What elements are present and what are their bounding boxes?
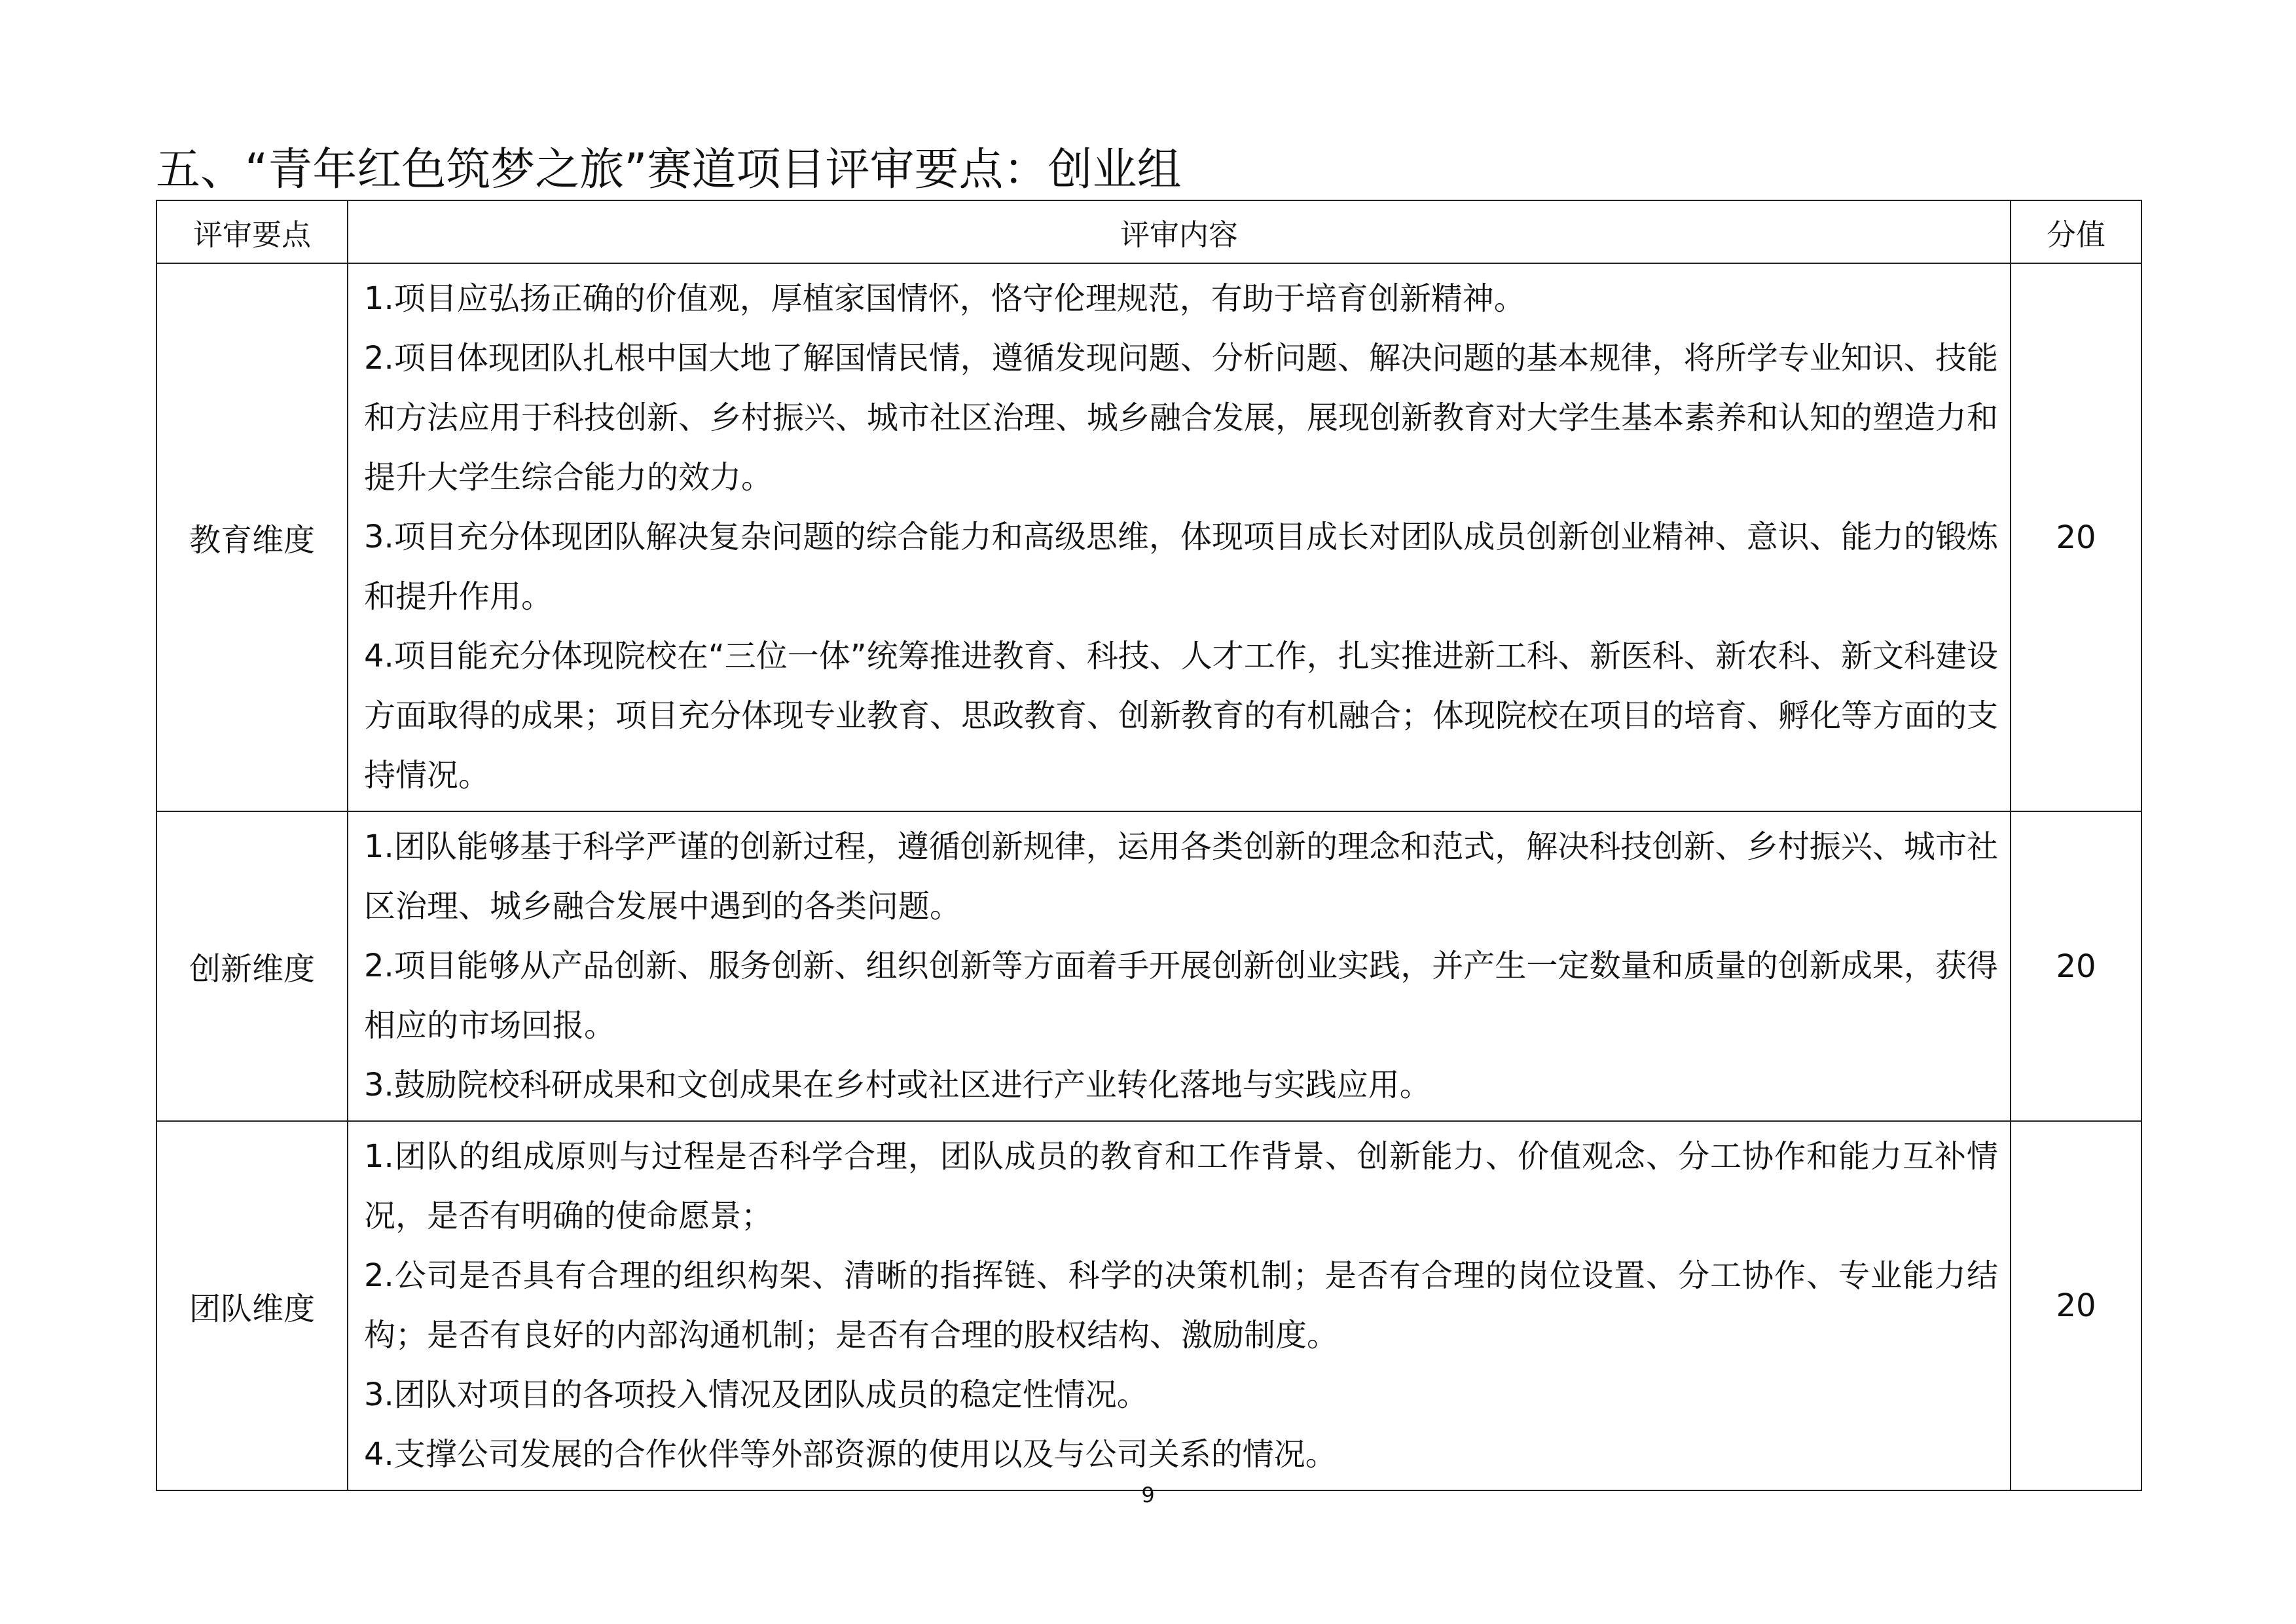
header-key: 评审要点 (156, 200, 348, 263)
header-content: 评审内容 (348, 200, 2011, 263)
criterion-item: 1.团队的组成原则与过程是否科学合理，团队成员的教育和工作背景、创新能力、价值观念、分工协作和能力互补情况，是否有明确的使命愿景； (364, 1138, 1998, 1234)
criterion-item: 3.鼓励院校科研成果和文创成果在乡村或社区进行产业转化落地与实践应用。 (364, 1067, 1431, 1103)
table-header-row (156, 200, 2141, 263)
row-key: 教育维度 (156, 263, 348, 811)
row-score: 20 (2011, 1121, 2141, 1490)
criterion-item: 2.项目体现团队扎根中国大地了解国情民情，遵循发现问题、分析问题、解决问题的基本规律，将所学专业知识、技能和方法应用于科技创新、乡村振兴、城市社区治理、城乡融合发展，展现创新教育对大学生基本素养和认知的塑造力和提升大学生综合能力的效力。 (364, 340, 1999, 496)
table-row-education (156, 263, 2141, 811)
row-content (348, 1121, 2011, 1490)
page-title: 五、“青年红色筑梦之旅”赛道项目评审要点：创业组 (156, 144, 1182, 196)
criterion-item: 1.团队能够基于科学严谨的创新过程，遵循创新规律，运用各类创新的理念和范式，解决科技创新、乡村振兴、城市社区治理、城乡融合发展中遇到的各类问题。 (364, 828, 1998, 925)
header-score: 分值 (2011, 200, 2141, 263)
criterion-item: 4.支撑公司发展的合作伙伴等外部资源的使用以及与公司关系的情况。 (364, 1436, 1337, 1473)
criterion-item: 4.项目能充分体现院校在“三位一体”统筹推进教育、科技、人才工作，扎实推进新工科、新医科、新农科、新文科建设方面取得的成果；项目充分体现专业教育、思政教育、创新教育的有机融合；体现院校在项目的培育、孵化等方面的支持情况。 (364, 638, 1999, 794)
table-row-team (156, 1121, 2141, 1490)
row-score: 20 (2011, 811, 2141, 1121)
row-content (348, 811, 2011, 1121)
row-key: 团队维度 (156, 1121, 348, 1490)
criterion-item: 2.项目能够从产品创新、服务创新、组织创新等方面着手开展创新创业实践，并产生一定数量和质量的创新成果，获得相应的市场回报。 (364, 948, 1998, 1044)
criterion-item: 1.项目应弘扬正确的价值观，厚植家国情怀，恪守伦理规范，有助于培育创新精神。 (364, 280, 1525, 317)
row-key: 创新维度 (156, 811, 348, 1121)
criterion-item: 2.公司是否具有合理的组织构架、清晰的指挥链、科学的决策机制；是否有合理的岗位设置、分工协作、专业能力结构；是否有良好的内部沟通机制；是否有合理的股权结构、激励制度。 (364, 1257, 1998, 1354)
row-content (348, 263, 2011, 811)
page-number: 9 (1141, 1483, 1155, 1507)
criteria-table (156, 200, 2142, 1491)
criterion-item: 3.团队对项目的各项投入情况及团队成员的稳定性情况。 (364, 1376, 1148, 1413)
table-row-innovation (156, 811, 2141, 1121)
criterion-item: 3.项目充分体现团队解决复杂问题的综合能力和高级思维，体现项目成长对团队成员创新创业精神、意识、能力的锻炼和提升作用。 (364, 519, 1998, 615)
row-score: 20 (2011, 263, 2141, 811)
